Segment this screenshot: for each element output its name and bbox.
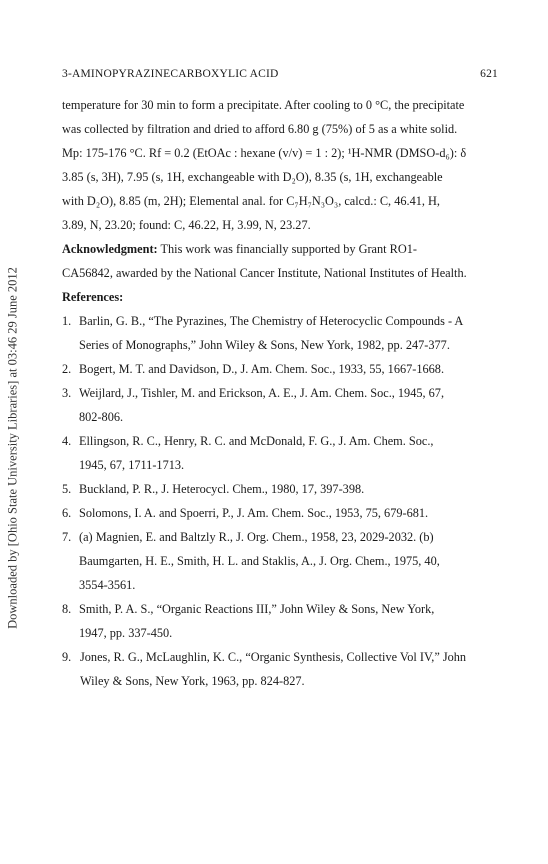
acknowledgment-text: This work was financially supported by Grant RO1-	[157, 242, 417, 256]
body-line: with D₂O), 8.85 (m, 2H); Elemental anal. for C₇H₇N₃O₃, calcd.: C, 46.41, H,	[62, 194, 440, 208]
body-line: 3.89, N, 23.20; found: C, 46.22, H, 3.99, N, 23.27.	[62, 218, 311, 232]
reference-line: Ellingson, R. C., Henry, R. C. and McDonald, F. G., J. Am. Chem. Soc.,	[79, 434, 434, 448]
reference-number: 7.	[62, 530, 72, 544]
reference-line: Bogert, M. T. and Davidson, D., J. Am. Chem. Soc., 1933, 55, 1667-1668.	[79, 362, 445, 376]
body-line: Mp: 175-176 °C. Rf = 0.2 (EtOAc : hexane (v/v) = 1 : 2); ¹H-NMR (DMSO-d₆): δ	[62, 146, 467, 160]
reference-number: 2.	[62, 362, 72, 376]
body-line: 3.85 (s, 3H), 7.95 (s, 1H, exchangeable with D₂O), 8.35 (s, 1H, exchangeable	[62, 170, 443, 184]
reference-number: 8.	[62, 602, 72, 616]
reference-item	[62, 645, 502, 693]
reference-item	[62, 597, 502, 645]
download-note: Downloaded by [Ohio State University Libraries] at 03:46 29 June 2012	[5, 267, 20, 629]
reference-number: 5.	[62, 482, 72, 496]
reference-line: 1947, pp. 337-450.	[79, 626, 173, 640]
reference-line: Smith, P. A. S., “Organic Reactions III,” John Wiley & Sons, New York,	[79, 602, 435, 616]
reference-number: 4.	[62, 434, 72, 448]
reference-item	[62, 357, 502, 381]
reference-number: 3.	[62, 386, 72, 400]
download-watermark	[3, 258, 23, 638]
page-number: 621	[480, 68, 498, 80]
reference-line: Series of Monographs,” John Wiley & Sons, New York, 1982, pp. 247-377.	[79, 338, 450, 352]
body-line: temperature for 30 min to form a precipitate. After cooling to 0 °C, the precipitate	[62, 98, 465, 112]
reference-line: Weijlard, J., Tishler, M. and Erickson, A. E., J. Am. Chem. Soc., 1945, 67,	[79, 386, 445, 400]
reference-line: Solomons, I. A. and Spoerri, P., J. Am. Chem. Soc., 1953, 75, 679-681.	[79, 506, 429, 520]
reference-number: 6.	[62, 506, 72, 520]
reference-line: 802-806.	[79, 410, 124, 424]
reference-item	[62, 381, 502, 429]
acknowledgment	[62, 237, 502, 261]
reference-line: (a) Magnien, E. and Baltzly R., J. Org. Chem., 1958, 23, 2029-2032. (b)	[79, 530, 434, 544]
reference-item	[62, 309, 502, 357]
references-heading: References:	[62, 290, 124, 304]
reference-line: 1945, 67, 1711-1713.	[79, 458, 185, 472]
reference-list	[62, 309, 502, 693]
reference-item	[62, 477, 502, 501]
reference-line: Wiley & Sons, New York, 1963, pp. 824-827.	[80, 674, 305, 688]
acknowledgment-line: CA56842, awarded by the National Cancer Institute, National Institutes of Health.	[62, 266, 467, 280]
reference-number: 9.	[62, 650, 72, 664]
reference-line: 3554-3561.	[79, 578, 136, 592]
reference-line: Barlin, G. B., “The Pyrazines, The Chemistry of Heterocyclic Compounds - A	[79, 314, 464, 328]
reference-line: Baumgarten, H. E., Smith, H. L. and Staklis, A., J. Org. Chem., 1975, 40,	[79, 554, 440, 568]
reference-item	[62, 525, 502, 597]
running-title: 3-AMINOPYRAZINECARBOXYLIC ACID	[62, 68, 279, 80]
body-line: was collected by filtration and dried to afford 6.80 g (75%) of 5 as a white solid.	[62, 122, 458, 136]
reference-item	[62, 501, 502, 525]
page-body	[62, 93, 502, 693]
running-header	[62, 68, 498, 80]
reference-line: Jones, R. G., McLaughlin, K. C., “Organic Synthesis, Collective Vol IV,” John	[80, 650, 467, 664]
reference-item	[62, 429, 502, 477]
acknowledgment-label: Acknowledgment:	[62, 242, 158, 256]
reference-number: 1.	[62, 314, 72, 328]
reference-line: Buckland, P. R., J. Heterocycl. Chem., 1980, 17, 397-398.	[79, 482, 365, 496]
